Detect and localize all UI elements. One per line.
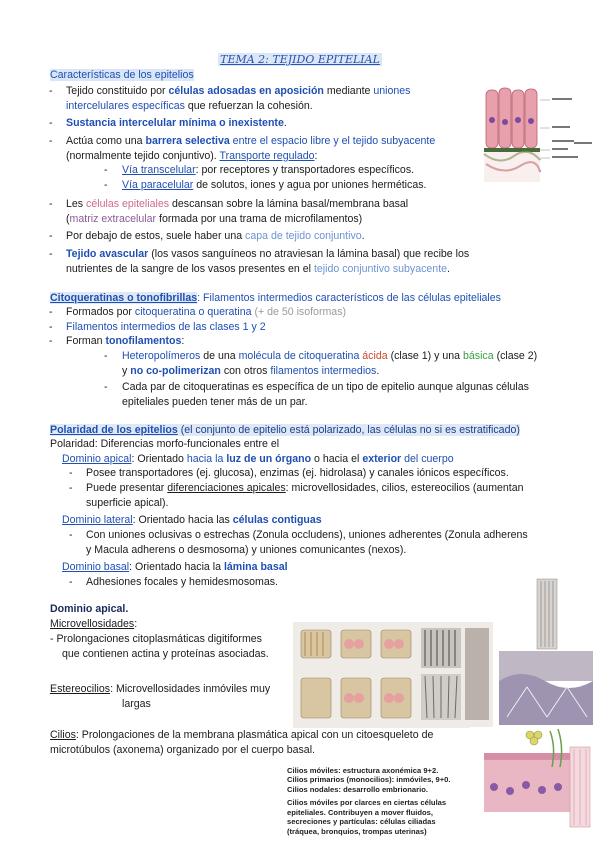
apical-diferenciaciones: - Puede presentar diferenciaciones apicales: microvellosidades, cilios, estereocilios (aumentan superficie apical). [86, 481, 556, 511]
microvellosidades-label: Microvellosidades: [50, 618, 138, 630]
lateral-uniones: - Con uniones oclusivas o estrechas (Zonula occludens), uniones adherentes (Zonula adherens y Macula adherens o desmosoma) y uniones comunicantes (nexos). [86, 528, 566, 558]
microvilli-figure [293, 622, 493, 728]
bullet-lamina-basal: - Les células epiteliales descansan sobre la lámina basal/membrana basal (matriz extracelular formada por una trama de microfilamentos) [66, 197, 466, 227]
bullet-clases: - Filamentos intermedios de las clases 1 y 2 [66, 320, 266, 335]
sub-via-paracelular: - Vía paracelular de solutos, iones y agua por uniones herméticas. [122, 178, 426, 193]
estereocilios-desc: Estereocilios: Microvellosidades inmóviles muy largas [50, 683, 271, 711]
section-heading-dominio-apical: Dominio apical. [50, 603, 129, 615]
sub-cada-par: - Cada par de citoqueratinas es específica de un tipo de epitelio aunque algunas células epiteliales pueden tener más de un par. [122, 380, 562, 410]
section-heading-citoqueratinas: Citoqueratinas o tonofibrillas: Filamentos intermedios característicos de las células epiteliales [50, 292, 501, 304]
bullet-sustancia: - Sustancia intercelular mínima o inexistente. [66, 116, 287, 131]
sub-heteropolimeros: - Heteropolímeros de una molécula de citoqueratina ácida (clase 1) y una básica (clase 2) y no co-polimerizan con otros filamentos intermedios. [122, 349, 562, 379]
polaridad-intro: Polaridad: Diferencias morfo-funcionales entre el [50, 438, 280, 450]
dominio-apical: Dominio apical: Orientado hacia la luz de un órgano o hacia el exterior del cuerpo [62, 453, 454, 465]
section-heading-caracteristicas: Características de los epitelios [50, 69, 194, 81]
page-title: TEMA 2: TEJIDO EPITELIAL [220, 53, 380, 66]
bullet-capa-conjuntivo: - Por debajo de estos, suele haber una capa de tejido conjuntivo. [66, 229, 365, 244]
micrograph-cilia [470, 727, 595, 842]
cilios-note: Cilios móviles: estructura axonémica 9+2. Cilios primarios (monocilios): inmóviles, 9+0. Cilios nodales: desarrollo embrionario. Cilios móviles por clarces en ciertas células epiteliales. Contribuyen a mover fluidos, secreciones y partículas: células ciliadas (tráquea, bronquios, trompas uterinas) [287, 766, 451, 836]
dominio-lateral: Dominio lateral: Orientado hacia las células contiguas [62, 514, 322, 526]
apical-transportadores: - Posee transportadores (ej. glucosa), enzimas (ej. hidrolasa) y canales iónicos específicos. [86, 466, 509, 481]
basal-adhesiones: - Adhesiones focales y hemidesmosomas. [86, 575, 278, 590]
micrograph-villi [497, 577, 595, 727]
epithelium-illustration [480, 80, 595, 185]
cilios-desc: Cilios: Prolongaciones de la membrana plasmática apical con un citoesqueleto de microtúbulos (axonema) organizado por el cuerpo basal. [50, 729, 434, 757]
sub-via-transcelular: - Vía transcelular: por receptores y transportadores específicos. [122, 163, 414, 178]
bullet-avascular: - Tejido avascular (los vasos sanguíneos no atraviesan la lámina basal) que recibe los nutrientes de la sangre de los vasos presentes en el tejido conjuntivo subyacente. [66, 247, 546, 277]
bullet-tejido: - Tejido constituido por células adosadas en aposición mediante uniones intercelulares específicas que refuerzan la cohesión. [66, 84, 466, 114]
section-heading-polaridad: Polaridad de los epitelios (el conjunto de epitelio está polarizado, las células no si es estratificado) [50, 424, 520, 436]
bullet-barrera: - Actúa como una barrera selectiva entre el espacio libre y el tejido subyacente (normalmente tejido conjuntivo). Transporte regulado: [66, 134, 486, 164]
dominio-basal: Dominio basal: Orientado hacia la lámina basal [62, 561, 288, 573]
bullet-formados: - Formados por citoqueratina o queratina (+ de 50 isoformas) [66, 305, 346, 320]
bullet-forman: - Forman tonofilamentos: [66, 334, 184, 349]
microvellosidades-desc: - Prolongaciones citoplasmáticas digitiformes que contienen actina y proteínas asociadas. [50, 633, 269, 661]
